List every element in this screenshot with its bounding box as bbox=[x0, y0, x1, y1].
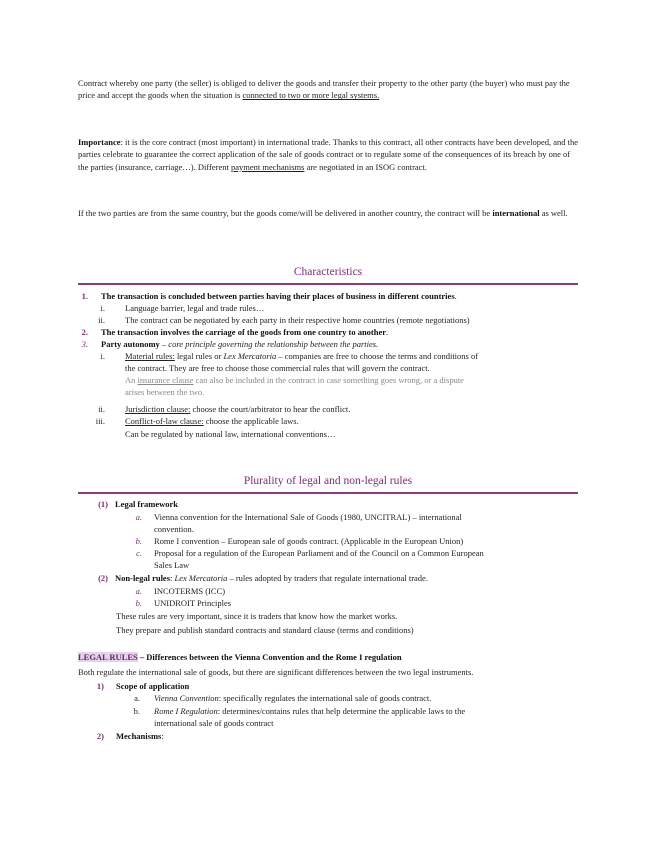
lex-mercatoria-italic-2: Lex Mercatoria bbox=[174, 573, 228, 583]
plurality-heading: Plurality of legal and non-legal rules bbox=[78, 474, 578, 494]
char-item-1-sub-2-text: The contract can be negotiated by each party in their respective home countries (remote negotiations) bbox=[125, 315, 470, 325]
non-legal-rules-label: Non-legal rules bbox=[115, 573, 171, 583]
characteristics-heading: Characteristics bbox=[78, 265, 578, 285]
rome-regulation-line-2: international sale of goods contract bbox=[154, 718, 274, 728]
international-text: If the two parties are from the same country, but the goods come/will be delivered in another country, the contract will be bbox=[78, 208, 493, 218]
plurality-item-1-number: (1) bbox=[98, 499, 108, 509]
unidroit-text: UNIDROIT Principles bbox=[154, 598, 232, 608]
legal-rules-item-1-b-letter: b. bbox=[133, 706, 140, 716]
international-text-end: as well. bbox=[539, 208, 568, 218]
importance-text: : it is the core contract (most important) in international trade. Thanks to this contract, all other contracts have been developed, and the parties celebrate to guarantee the correct application of the sale of goods contract or to regulate some of the consequences of its breach by one of the parties (insurance, carriage…). Different bbox=[78, 137, 579, 172]
legal-rules-label: LEGAL RULES bbox=[78, 652, 138, 662]
plurality-item-2-a-letter: a. bbox=[135, 586, 142, 596]
insurance-clause-underline: insurance clause bbox=[137, 375, 194, 385]
conflict-of-law-line-2: Can be regulated by national law, international conventions… bbox=[125, 429, 336, 439]
proposal-regulation-line-2: Sales Law bbox=[154, 560, 190, 570]
legal-framework-label: Legal framework bbox=[115, 499, 179, 509]
party-autonomy-text: – core principle governing the relationship between the parties. bbox=[159, 339, 379, 349]
plurality-note-1-text: These rules are very important, since it is traders that know how the market works. bbox=[116, 611, 398, 621]
char-item-3-sub-2-number: ii. bbox=[98, 404, 105, 414]
non-legal-rules-text: – rules adopted by traders that regulate international trade. bbox=[227, 573, 428, 583]
char-item-2-number: 2. bbox=[81, 327, 88, 337]
rome-convention-text: Rome I convention – European sale of goods contract. (Applicable in the European Union) bbox=[154, 536, 464, 546]
international-bold: international bbox=[492, 208, 540, 218]
char-item-3-sub-3-number: iii. bbox=[95, 416, 105, 426]
plurality-item-2-b-letter: b. bbox=[135, 598, 142, 608]
char-item-1-end: . bbox=[454, 291, 457, 301]
jurisdiction-clause-label: Jurisdiction clause: bbox=[125, 404, 191, 414]
insurance-note-text: An bbox=[125, 375, 138, 385]
importance-text-end: are negotiated in an ISOG contract. bbox=[304, 161, 427, 172]
legal-rules-intro-text: Both regulate the international sale of goods, but there are significant differences between the two legal instruments. bbox=[78, 667, 474, 677]
char-item-1-text: The transaction is concluded between parties having their places of business in different countries bbox=[101, 291, 455, 301]
vienna-convention-line-2: convention. bbox=[154, 524, 194, 534]
insurance-note-line-2: arises between the two. bbox=[125, 387, 205, 397]
plurality-note-2-text: They prepare and publish standard contracts and standard clause (terms and conditions) bbox=[116, 625, 414, 635]
material-rules-label: Material rules: bbox=[125, 351, 175, 361]
proposal-regulation-text: Proposal for a regulation of the European Parliament and of the Council on a Common European bbox=[154, 548, 484, 558]
definition-text: Contract whereby one party (the seller) is obliged to deliver the goods and transfer their property to the other party (the buyer) who must pay the price and accept the goods when the situation is bbox=[78, 78, 570, 101]
char-item-1-sub-2-number: ii. bbox=[98, 315, 105, 325]
conflict-of-law-label: Conflict-of-law clause: bbox=[125, 416, 204, 426]
vienna-convention-italic: Vienna Convention bbox=[154, 693, 219, 703]
legal-rules-item-2-number: 2) bbox=[96, 731, 104, 741]
char-item-2-end: . bbox=[386, 327, 389, 337]
scope-of-application-label: Scope of application bbox=[116, 681, 190, 691]
plurality-item-1-a-letter: a. bbox=[135, 512, 142, 522]
plurality-item-2-number: (2) bbox=[98, 573, 108, 583]
legal-rules-item-1-a-letter: a. bbox=[134, 693, 140, 703]
legal-systems-underline: connected to two or more legal systems. bbox=[242, 90, 380, 101]
lex-mercatoria-italic: Lex Mercatoria bbox=[223, 351, 277, 361]
char-item-1-sub-1-number: i. bbox=[100, 303, 105, 313]
material-rules-text: legal rules or bbox=[174, 351, 224, 361]
material-rules-text-end: – companies are free to choose the terms and conditions of bbox=[276, 351, 479, 361]
legal-rules-item-1-number: 1) bbox=[96, 681, 104, 691]
char-item-2-text: The transaction involves the carriage of the goods from one country to another bbox=[101, 327, 387, 337]
conflict-of-law-text: choose the applicable laws. bbox=[203, 416, 299, 426]
rome-regulation-scope-text: : determines/contains rules that help determine the applicable laws to the bbox=[217, 706, 466, 716]
insurance-note-text-end: can also be included in the contract in case something goes wrong, or a dispute bbox=[193, 375, 464, 385]
jurisdiction-clause-text: choose the court/arbitrator to hear the conflict. bbox=[190, 404, 351, 414]
party-autonomy-label: Party autonomy bbox=[101, 339, 160, 349]
vienna-convention-text: Vienna convention for the International Sale of Goods (1980, UNCITRAL) – international bbox=[154, 512, 462, 522]
incoterms-text: INCOTERMS (ICC) bbox=[154, 586, 226, 596]
plurality-item-1-b-letter: b. bbox=[135, 536, 142, 546]
payment-mechanisms-underline: payment mechanisms bbox=[231, 161, 305, 172]
rome-regulation-italic: Rome I Regulation bbox=[154, 706, 218, 716]
char-item-1-number: 1. bbox=[81, 291, 88, 301]
legal-rules-title-text: – Differences between the Vienna Convention and the Rome I regulation bbox=[137, 652, 402, 662]
mechanisms-label: Mechanisms bbox=[116, 731, 162, 741]
char-item-3-sub-1-number: i. bbox=[100, 351, 105, 361]
vienna-convention-scope-text: : specifically regulates the international sale of goods contract. bbox=[218, 693, 432, 703]
definition-paragraph bbox=[78, 77, 578, 102]
non-legal-rules-colon: : bbox=[170, 573, 175, 583]
importance-paragraph bbox=[78, 136, 578, 173]
material-rules-line-2: the contract. They are free to choose those commercial rules that will govern the contract. bbox=[125, 363, 430, 373]
plurality-item-1-c-letter: c. bbox=[136, 548, 142, 558]
char-item-1-sub-1-text: Language barrier, legal and trade rules… bbox=[125, 303, 265, 313]
importance-label: Importance bbox=[78, 137, 121, 147]
mechanisms-colon: : bbox=[161, 731, 164, 741]
international-paragraph bbox=[78, 207, 578, 219]
char-item-3-number: 3. bbox=[81, 339, 88, 349]
